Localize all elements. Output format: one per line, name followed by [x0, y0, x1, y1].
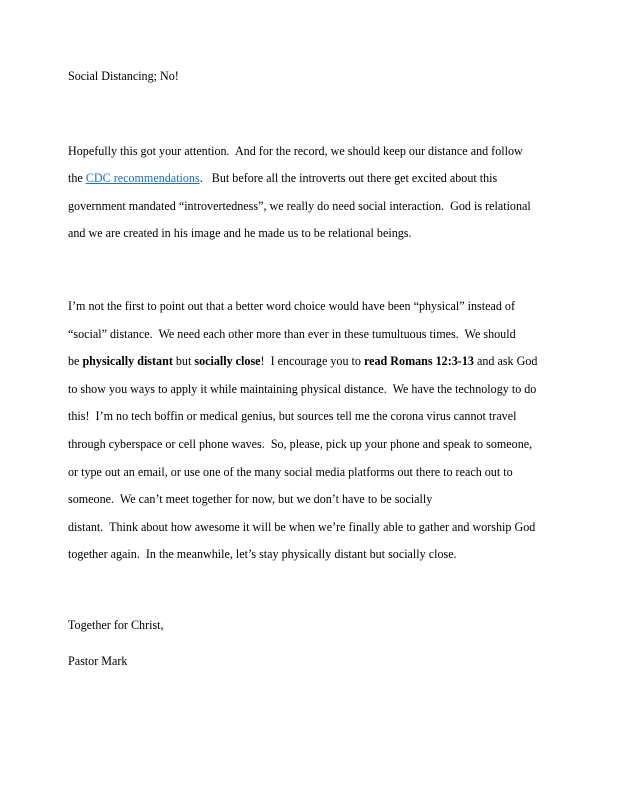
text-segment: Hopefully this got your attention. And for the record, we should keep our distance and follow	[68, 143, 523, 158]
text-segment: through cyberspace or cell phone waves. So, please, pick up your phone and speak to someone,	[68, 436, 533, 451]
paragraph	[68, 293, 554, 569]
text-segment: government mandated “introvertedness”, we really do need social interaction. God is relational	[68, 198, 531, 213]
text-segment: to show you ways to apply it while maintaining physical distance. We have the technology to do	[68, 381, 537, 396]
text-segment: read Romans 12:3-13	[363, 354, 474, 369]
text-segment: the	[68, 171, 86, 186]
paragraphs	[68, 138, 554, 569]
text-segment: I’m not the first to point out that a better word choice would have been “physical” instead of	[68, 298, 515, 313]
text-line	[68, 376, 554, 404]
text-line	[68, 220, 554, 248]
document-title: Social Distancing; No!	[68, 69, 179, 83]
text-line	[68, 541, 554, 569]
text-line	[68, 486, 554, 514]
text-segment: be	[68, 354, 83, 369]
text-segment: but	[172, 354, 195, 369]
text-line	[68, 193, 554, 221]
text-segment: together again. In the meanwhile, let’s stay physically distant but socially close.	[68, 547, 457, 562]
text-segment: ! I encourage you to	[260, 354, 364, 369]
text-line	[68, 165, 554, 193]
text-line	[68, 459, 554, 487]
text-segment: physically distant	[82, 354, 173, 369]
text-segment: someone. We can’t meet together for now, but we don’t have to be socially	[68, 492, 433, 507]
cdc-recommendations-link[interactable]: CDC recommendations	[85, 171, 200, 186]
signature-name: Pastor Mark	[68, 653, 128, 668]
text-line	[68, 321, 554, 349]
text-segment: “social” distance. We need each other more than ever in these tumultuous times. We should	[68, 326, 516, 341]
text-segment: this! I’m no tech boffin or medical genius, but sources tell me the corona virus cannot travel	[68, 409, 517, 424]
text-segment: and we are created in his image and he made us to be relational beings.	[68, 226, 412, 241]
text-segment: . But before all the introverts out there get excited about this	[199, 171, 498, 186]
closing-line: Together for Christ,	[68, 617, 164, 632]
text-segment: and ask God	[473, 354, 538, 369]
text-segment: socially close	[194, 354, 261, 369]
text-line	[68, 348, 554, 376]
text-line	[68, 138, 554, 166]
text-line	[68, 293, 554, 321]
text-segment: distant. Think about how awesome it will be when we’re finally able to gather and worship God	[68, 519, 536, 534]
text-line	[68, 514, 554, 542]
text-line	[68, 403, 554, 431]
document-content	[68, 0, 554, 675]
text-line	[68, 431, 554, 459]
paragraph	[68, 138, 554, 248]
text-segment: or type out an email, or use one of the many social media platforms out there to reach out to	[68, 464, 513, 479]
